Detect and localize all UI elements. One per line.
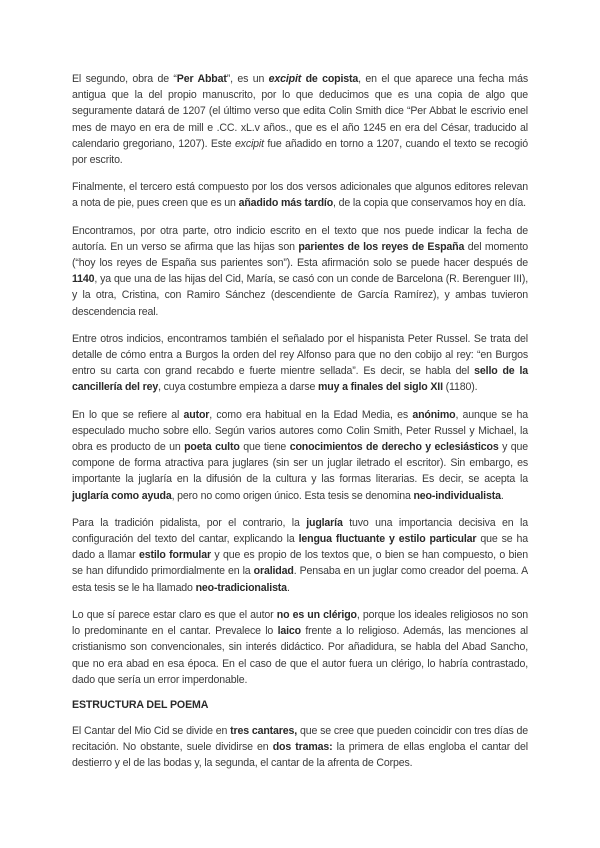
text-run: El segundo, obra de “ [72,73,177,85]
emphasis-text: de copista [305,73,359,85]
emphasis-text: conocimientos de derecho y eclesiásticos [289,441,499,454]
emphasis-text: tres cantares, [230,724,298,737]
paragraph [72,179,528,211]
emphasis-text: neo-tradicionalista [195,581,287,594]
text-run: frente a lo religioso. Además, las menciones al cristianismo son convencionales, sin interés didáctico. Por añadidura, se habla del Abad Sancho, que no era abad en esa época. En el caso de que el autor fuera un clérigo, lo habría contrastado, dado que sería un error imperdonable. [72,625,528,686]
emphasis-text: laico [277,625,301,638]
text-run: . [500,489,504,502]
emphasis-text: estilo formular [138,549,211,562]
emphasis-text: dos tramas: [272,741,333,754]
text-run: , cuya costumbre empieza a darse [158,381,318,394]
emphasis-text [269,73,302,85]
emphasis-text: juglaría como ayuda [72,489,172,502]
paragraph [72,331,528,396]
emphasis-text: poeta culto [184,441,240,454]
text-run: del momento (“hoy los reyes de España sus parientes son”). Esta afirmación solo se puede hacer después de [72,240,528,270]
text-run: y que compone de forma atractiva para juglares (sin ser un juglar iletrado el escritor). Sin embargo, es importante la juglaría en la difusión de la cultura y las formas literarias. Es decir, se acepta la [72,441,528,486]
emphasis-text: muy a finales del siglo XII [318,381,443,394]
text-run: , pero no como origen único. Esta tesis se denomina [171,489,414,502]
emphasis-text: oralidad [253,565,294,578]
text-run: que se cree que pueden coincidir con tres días de recitación. No obstante, suele dividirse en [72,724,528,754]
text-run: , ya que una de las hijas del Cid, María, se casó con un conde de Barcelona (R. Berenguer III), y la otra, Cristina, con Ramiro Sánchez (descendiente de García Ramírez), y ambas tuvieron descendencia real. [72,273,528,318]
text-run: tuvo una importancia decisiva en la configuración del texto del cantar, explicando la [72,516,528,546]
text-run: (1180). [442,381,478,394]
text-run: fue añadido en torno a 1207, cuando el texto se recogió por escrito. [72,137,528,167]
emphasis-text: excipit [268,73,302,85]
emphasis-text: lengua fluctuante y estilo particular [298,533,477,546]
text-run: ”, es un [226,73,269,85]
text-run: Finalmente, el tercero está compuesto por los dos versos adicionales que algunos editores relevan a nota de pie, pues creen que es un [72,181,528,210]
text-run: Entre otros indicios, encontramos también el señalado por el hispanista Peter Russel. Se trata del detalle de cómo entra a Burgos la orden del rey Alfonso para que no den cobijo al rey: “en Burgos entro su carta con grand recabdo e fuerte mientre sellada”. Es decir, se habla del [72,332,528,378]
emphasis-text: no es un clérigo [276,608,357,621]
emphasis-text: parientes de los reyes de España [298,240,465,253]
text-run: Para la tradición pidalista, por el contrario, la [72,516,307,529]
emphasis-text: neo-individualista [413,489,501,502]
text-run: que se ha dado a llamar [72,533,528,562]
paragraph [72,723,528,772]
text-run: la primera de ellas engloba el cantar del destierro y el de las bodas y, la segunda, el cantar de la afrenta de Corpes. [72,741,528,770]
text-run: En lo que se refiere al [72,408,184,421]
text-run: . [286,581,290,594]
paragraph [72,223,528,320]
text-run: , de la copia que conservamos hoy en día. [333,197,526,210]
section-heading: ESTRUCTURA DEL POEMA [72,698,209,711]
text-run: . Pensaba en un juglar como creador del poema. A esta tesis se le ha llamado [72,565,529,594]
body-text-after-heading [72,723,528,772]
text-run: , como era habitual en la Edad Media, es [209,408,413,421]
text-run: , aunque se ha especulado mucho sobre ello. Según varios autores como Colin Smith, Peter Russel y Michael, la obra es producto de un [72,408,528,454]
text-run: El Cantar del Mio Cid se divide en [72,724,231,737]
emphasis-text: excipit [234,137,264,150]
emphasis-text: juglaría [306,516,343,529]
text-run: , en el que aparece una fecha más antigua que la del propio manuscrito, por lo que deducimos que es una copia de algo que seguramente datará de 1207 (el último verso que edita Colin Smith dice “Per Abbat le escrivio enel mes de mayo en era de mill e .CC. xL.v años., que es el año 1245 en era del César, traducido al calendario gregoriano, 1207). Este [72,73,528,150]
emphasis-text: autor [183,408,210,421]
paragraph [72,71,528,168]
text-run: Encontramos, por otra parte, otro indicio escrito en el texto que nos puede indicar la fecha de autoría. En un verso se afirma que las hijas son [72,224,528,253]
paragraph [72,515,528,596]
emphasis-text: Per Abbat [176,73,227,85]
text-run: y que es propio de los textos que, o bien se han compuesto, o bien se han difundido primordialmente en la [72,549,528,578]
paragraph [72,407,528,504]
emphasis-text: 1140 [72,273,95,286]
emphasis-text: añadido más tardío [238,197,334,210]
body-text-before-heading [72,71,528,688]
emphasis-text: sello de la cancillería del rey [72,365,528,394]
text-run: Lo que sí parece estar claro es que el autor [72,608,277,621]
emphasis-text: anónimo [412,408,456,421]
text-run: , porque los ideales religiosos no son lo predominante en el cantar. Prevalece lo [72,608,528,638]
text-run: que tiene [239,441,290,454]
paragraph [72,607,528,688]
